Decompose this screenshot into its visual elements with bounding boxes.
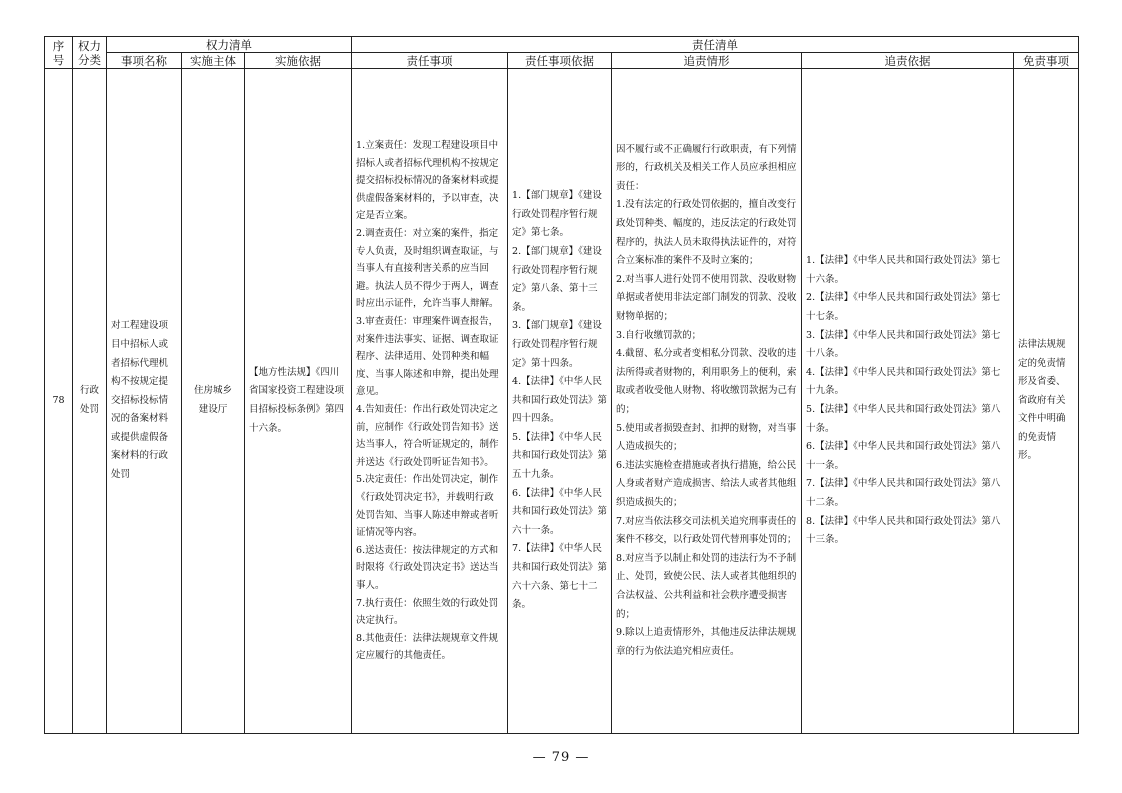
header-basis: 实施依据 <box>245 53 352 69</box>
cell-exemption: 法律法规规定的免责情形及省委、省政府有关文件中明确的免责情形。 <box>1014 69 1079 734</box>
header-power-list: 权力清单 <box>107 37 352 53</box>
header-power-type: 权力 分类 <box>73 37 107 69</box>
page-number: — 79 — <box>532 750 590 765</box>
cell-item-name: 对工程建设项目中招标人或者招标代理机构不按规定提交招标投标情况的备案材料或提供虚假备案材料的行政处罚 <box>107 69 182 734</box>
header-row-2 <box>45 53 1079 69</box>
cell-resp-basis: 1.【部门规章】《建设行政处罚程序暂行规定》第七条。 2.【部门规章】《建设行政处罚程序暂行规定》第八条、第十三条。 3.【部门规章】《建设行政处罚程序暂行规定》第十四条。 4.【法律】《中华人民共和国行政处罚法》第四十四条。 5.【法律】《中华人民共和国行政处罚法》第五十九条。 6.【法律】《中华人民共和国行政处罚法》第六十一条。 7.【法律】《中华人民共和国行政处罚法》第六十六条、第七十二条。 <box>508 69 612 734</box>
header-seq: 序 号 <box>45 37 73 69</box>
header-item-name: 事项名称 <box>107 53 182 69</box>
cell-subject: 住房城乡 建设厅 <box>182 69 245 734</box>
cell-basis: 【地方性法规】《四川省国家投资工程建设项目招标投标条例》第四十六条。 <box>245 69 352 734</box>
header-accountability-basis: 追责依据 <box>802 53 1014 69</box>
cell-seq: 78 <box>45 69 73 734</box>
cell-accountability: 因不履行或不正确履行行政职责，有下列情形的，行政机关及相关工作人员应承担相应责任： 1.没有法定的行政处罚依据的，擅自改变行政处罚种类、幅度的，违反法定的行政处罚程序的，执法人员未取得执法证件的，对符合立案标准的案件不及时立案的； 2.对当事人进行处罚不使用罚款、没收财物单据或者使用非法定部门制发的罚款、没收财物单据的； 3.自行收缴罚款的； 4.截留、私分或者变相私分罚款、没收的违法所得或者财物的，利用职务上的便利，索取或者收受他人财物、将收缴罚款据为己有的； 5.使用或者损毁查封、扣押的财物，对当事人造成损失的； 6.违法实施检查措施或者执行措施，给公民人身或者财产造成损害、给法人或者其他组织造成损失的； 7.对应当依法移交司法机关追究刑事责任的案件不移交，以行政处罚代替刑事处罚的； 8.对应当予以制止和处罚的违法行为不予制止、处罚，致使公民、法人或者其他组织的合法权益、公共利益和社会秩序遭受损害的； 9.除以上追责情形外，其他违反法律法规规章的行为依法追究相应责任。 <box>612 69 802 734</box>
header-responsibility-list: 责任清单 <box>352 37 1079 53</box>
cell-power-type: 行政 处罚 <box>73 69 107 734</box>
cell-accountability-basis: 1.【法律】《中华人民共和国行政处罚法》第七十六条。 2.【法律】《中华人民共和国行政处罚法》第七十七条。 3.【法律】《中华人民共和国行政处罚法》第七十八条。 4.【法律】《中华人民共和国行政处罚法》第七十九条。 5.【法律】《中华人民共和国行政处罚法》第八十条。 6.【法律】《中华人民共和国行政处罚法》第八十一条。 7.【法律】《中华人民共和国行政处罚法》第八十二条。 8.【法律】《中华人民共和国行政处罚法》第八十三条。 <box>802 69 1014 734</box>
header-resp-basis: 责任事项依据 <box>508 53 612 69</box>
header-accountability: 追责情形 <box>612 53 802 69</box>
table-row <box>45 69 1079 734</box>
header-row-1 <box>45 37 1079 53</box>
header-exemption: 免责事项 <box>1014 53 1079 69</box>
responsibility-table <box>44 36 1079 734</box>
header-resp-items: 责任事项 <box>352 53 508 69</box>
header-subject: 实施主体 <box>182 53 245 69</box>
cell-resp-items: 1.立案责任：发现工程建设项目中招标人或者招标代理机构不按规定提交招标投标情况的备案材料或提供虚假备案材料的，予以审查，决定是否立案。 2.调查责任：对立案的案件，指定专人负责，及时组织调查取证，与当事人有直接利害关系的应当回避。执法人员不得少于两人，调查时应出示证件，允许当事人辩解。 3.审查责任：审理案件调查报告，对案件违法事实、证据、调查取证程序、法律适用、处罚种类和幅度、当事人陈述和申辩，提出处理意见。 4.告知责任：作出行政处罚决定之前，应制作《行政处罚告知书》送达当事人，符合听证规定的，制作并送达《行政处罚听证告知书》。 5.决定责任：作出处罚决定，制作《行政处罚决定书》，并载明行政处罚告知、当事人陈述申辩或者听证情况等内容。 6.送达责任：按法律规定的方式和时限将《行政处罚决定书》送达当事人。 7.执行责任：依照生效的行政处罚决定执行。 8.其他责任：法律法规规章文件规定应履行的其他责任。 <box>352 69 508 734</box>
